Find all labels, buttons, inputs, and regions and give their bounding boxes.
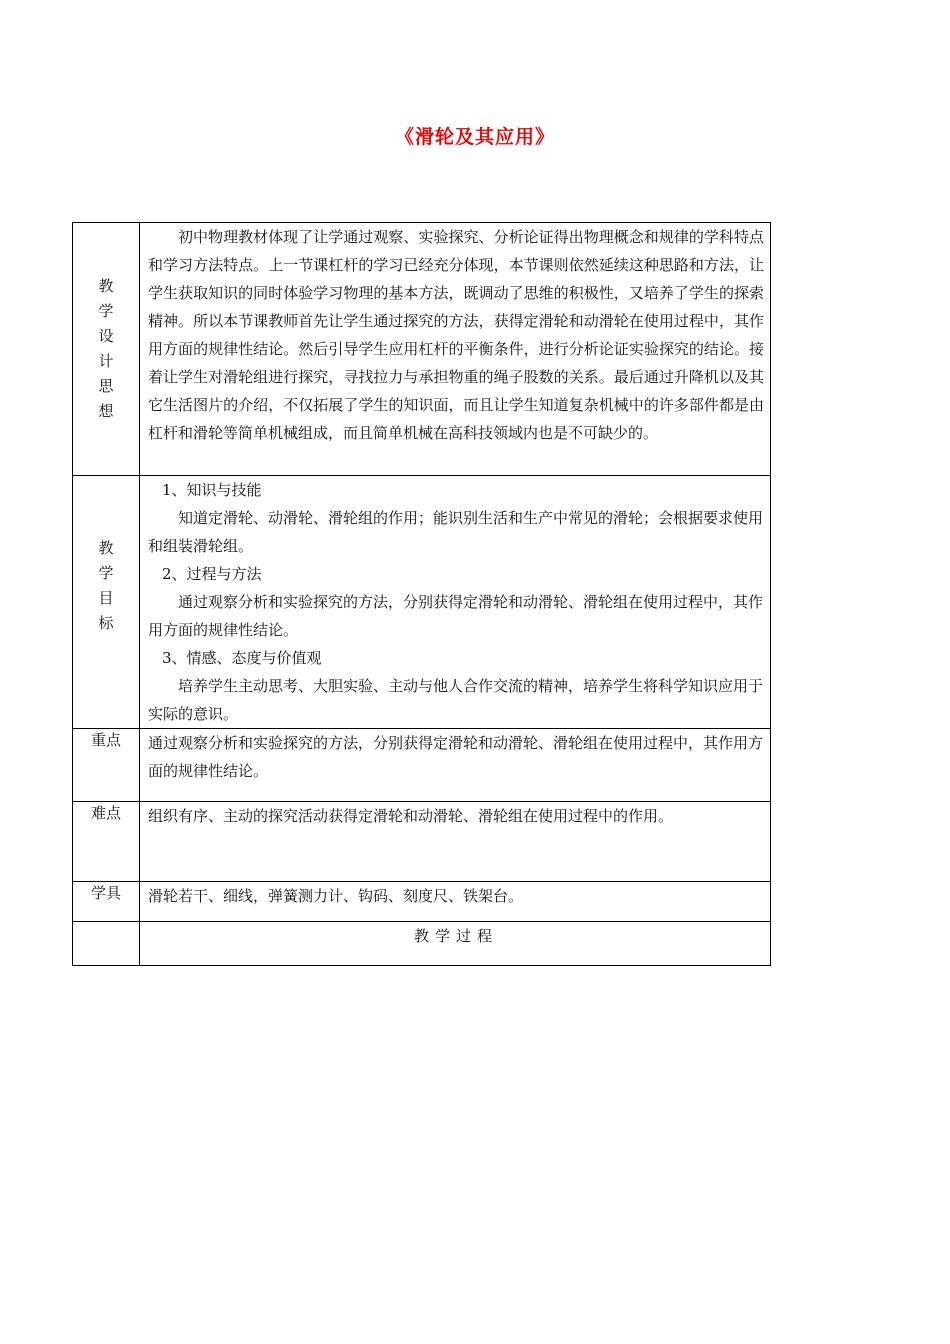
label-char: 标 <box>98 614 114 632</box>
label-char: 想 <box>98 402 114 420</box>
tools-text: 滑轮若干、细线，弹簧测力计、钩码、刻度尺、铁架台。 <box>140 882 771 922</box>
row-label-design <box>73 223 140 476</box>
process-heading: 教学过程 <box>140 922 771 966</box>
goals-text-cell <box>140 476 771 729</box>
label-char: 计 <box>98 352 114 370</box>
table-row-goals <box>73 476 771 729</box>
key-point-text: 通过观察分析和实验探究的方法，分别获得定滑轮和动滑轮、滑轮组在使用过程中，其作用方面的规律性结论。 <box>140 729 771 802</box>
label-char: 设 <box>98 327 114 345</box>
design-paragraph: 初中物理教材体现了让学通过观察、实验探究、分析论证得出物理概念和规律的学科特点和学习方法特点。上一节课杠杆的学习已经充分体现，本节课则依然延续这种思路和方法，让学生获取知识的同时体验学习物理的基本方法，既调动了思维的积极性，又培养了学生的探索精神。所以本节课教师首先让学生通过探究的方法，获得定滑轮和动滑轮在使用过程中，其作用方面的规律性结论。然后引导学生应用杠杆的平衡条件，进行分析论证实验探究的结论。接着让学生对滑轮组进行探究，寻找拉力与承担物重的绳子股数的关系。最后通过升降机以及其它生活图片的介绍，不仅拓展了学生的知识面，而且让学生知道复杂机械中的许多部件都是由杠杆和滑轮等简单机械组成，而且简单机械在高科技领域内也是不可缺少的。 <box>148 228 764 442</box>
lesson-plan-table <box>72 222 771 966</box>
page-title: 《滑轮及其应用》 <box>394 126 555 148</box>
table-row-key-point <box>73 729 771 802</box>
design-text-cell <box>140 223 771 476</box>
table-row-difficulty <box>73 802 771 882</box>
goal-body: 培养学生主动思考、大胆实验、主动与他人合作交流的精神，培养学生将科学知识应用于实际的意识。 <box>148 677 764 723</box>
row-label-key-point: 重点 <box>73 729 140 802</box>
goal-heading: 2、过程与方法 <box>162 565 262 583</box>
label-char: 教 <box>98 539 114 557</box>
goal-body: 通过观察分析和实验探究的方法，分别获得定滑轮和动滑轮、滑轮组在使用过程中，其作用方面的规律性结论。 <box>148 593 764 639</box>
table-row-design <box>73 223 771 476</box>
difficulty-text: 组织有序、主动的探究活动获得定滑轮和动滑轮、滑轮组在使用过程中的作用。 <box>140 802 771 882</box>
label-char: 思 <box>98 377 114 395</box>
table-row-tools <box>73 882 771 922</box>
row-label-goals <box>73 476 140 729</box>
goal-heading: 1、知识与技能 <box>162 481 262 499</box>
row-label-difficulty: 难点 <box>73 802 140 882</box>
table-row-process <box>73 922 771 966</box>
goal-heading: 3、情感、态度与价值观 <box>162 649 322 667</box>
label-char: 学 <box>98 564 114 582</box>
goal-body: 知道定滑轮、动滑轮、滑轮组的作用；能识别生活和生产中常见的滑轮；会根据要求使用和组装滑轮组。 <box>148 509 764 555</box>
label-char: 教 <box>98 277 114 295</box>
row-label-process <box>73 922 140 966</box>
label-char: 学 <box>98 302 114 320</box>
label-char: 目 <box>98 589 114 607</box>
row-label-tools: 学具 <box>73 882 140 922</box>
